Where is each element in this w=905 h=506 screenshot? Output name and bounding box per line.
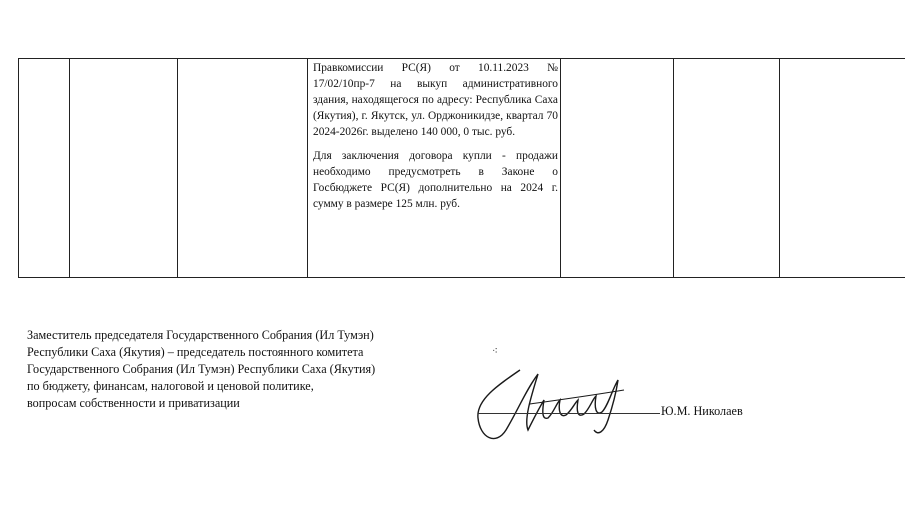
column-divider <box>177 59 178 277</box>
title-line: Заместитель председателя Государственного Собрания (Ил Тумэн) <box>27 328 374 342</box>
column-divider <box>673 59 674 277</box>
cell-paragraph: Правкомиссии РС(Я) от 10.11.2023 № 17/02/10пр-7 на выкуп административного здания, находящегося по адресу: Республика Саха (Якутия), г. Якутск, ул. Орджоникидзе, квартал 70 2024-2026г. выделено 140 000, 0 тыс. руб. <box>313 62 558 138</box>
column-divider <box>779 59 780 277</box>
signature-line <box>478 413 660 414</box>
signatory-title <box>27 327 457 412</box>
cell-paragraph: Для заключения договора купли - продажи необходимо предусмотреть в Законе о Госбюджете РС(Я) дополнительно на 2024 г. сумму в размере 125 млн. руб. <box>313 150 558 210</box>
column-divider <box>307 59 308 277</box>
column-divider <box>69 59 70 277</box>
title-line: Государственного Собрания (Ил Тумэн) Республики Саха (Якутия) <box>27 362 376 376</box>
table-cell-description <box>313 60 558 220</box>
handwritten-signature <box>468 360 648 450</box>
signatory-name: Ю.М. Николаев <box>661 404 743 418</box>
title-line: по бюджету, финансам, налоговой и ценовой политике, <box>27 379 314 393</box>
title-line: вопросам собственности и приватизации <box>27 396 240 410</box>
title-line: Республики Саха (Якутия) – председатель постоянного комитета <box>27 345 364 359</box>
ink-specks: ⁖ <box>492 346 498 357</box>
column-divider <box>560 59 561 277</box>
